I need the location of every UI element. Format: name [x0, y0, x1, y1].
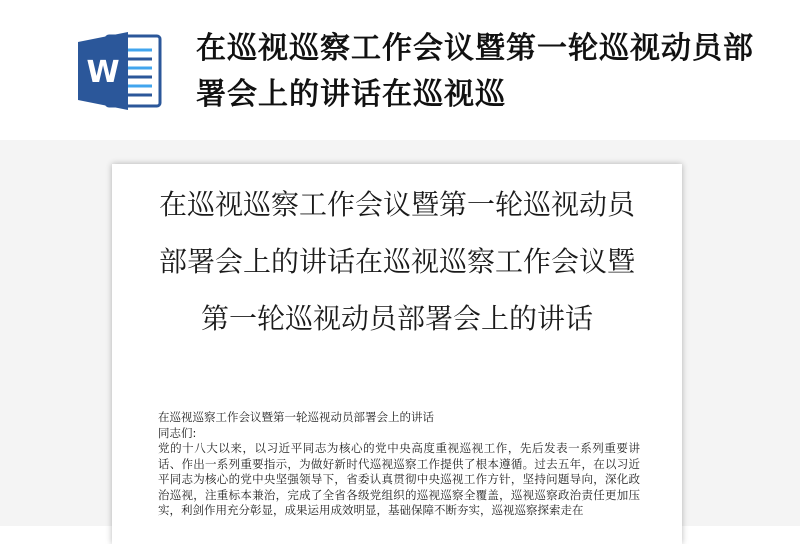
document-salutation: 同志们:	[158, 425, 197, 440]
document-paragraph: 党的十八大以来，以习近平同志为核心的党中央高度重视巡视工作，先后发表一系列重要讲话、作出一系列重要指示，为做好新时代巡视巡察工作提供了根本遵循。过去五年，在以习近平同志为核心的党中央坚强领导下，省委认真贯彻中央巡视工作方针，坚持问题导向，深化政治巡视，注重标本兼治，完成了全省各级党组织的巡视巡察全覆盖，巡视巡察政治责任更加压实，利剑作用充分彰显，成果运用成效明显，基础保障不断夯实，巡视巡察探索走在	[158, 441, 640, 517]
word-icon	[76, 30, 164, 112]
header-band	[0, 0, 800, 140]
header-title: 在巡视巡察工作会议暨第一轮巡视动员部署会上的讲话在巡视巡	[196, 31, 754, 112]
word-icon-letter: W	[86, 55, 120, 90]
document-subtitle: 在巡视巡察工作会议暨第一轮巡视动员部署会上的讲话	[158, 410, 434, 424]
document-body	[158, 410, 640, 519]
document-page	[112, 164, 682, 544]
document-title: 在巡视巡察工作会议暨第一轮巡视动员部署会上的讲话在巡视巡察工作会议暨第一轮巡视动员部署会上的讲话	[158, 188, 635, 335]
